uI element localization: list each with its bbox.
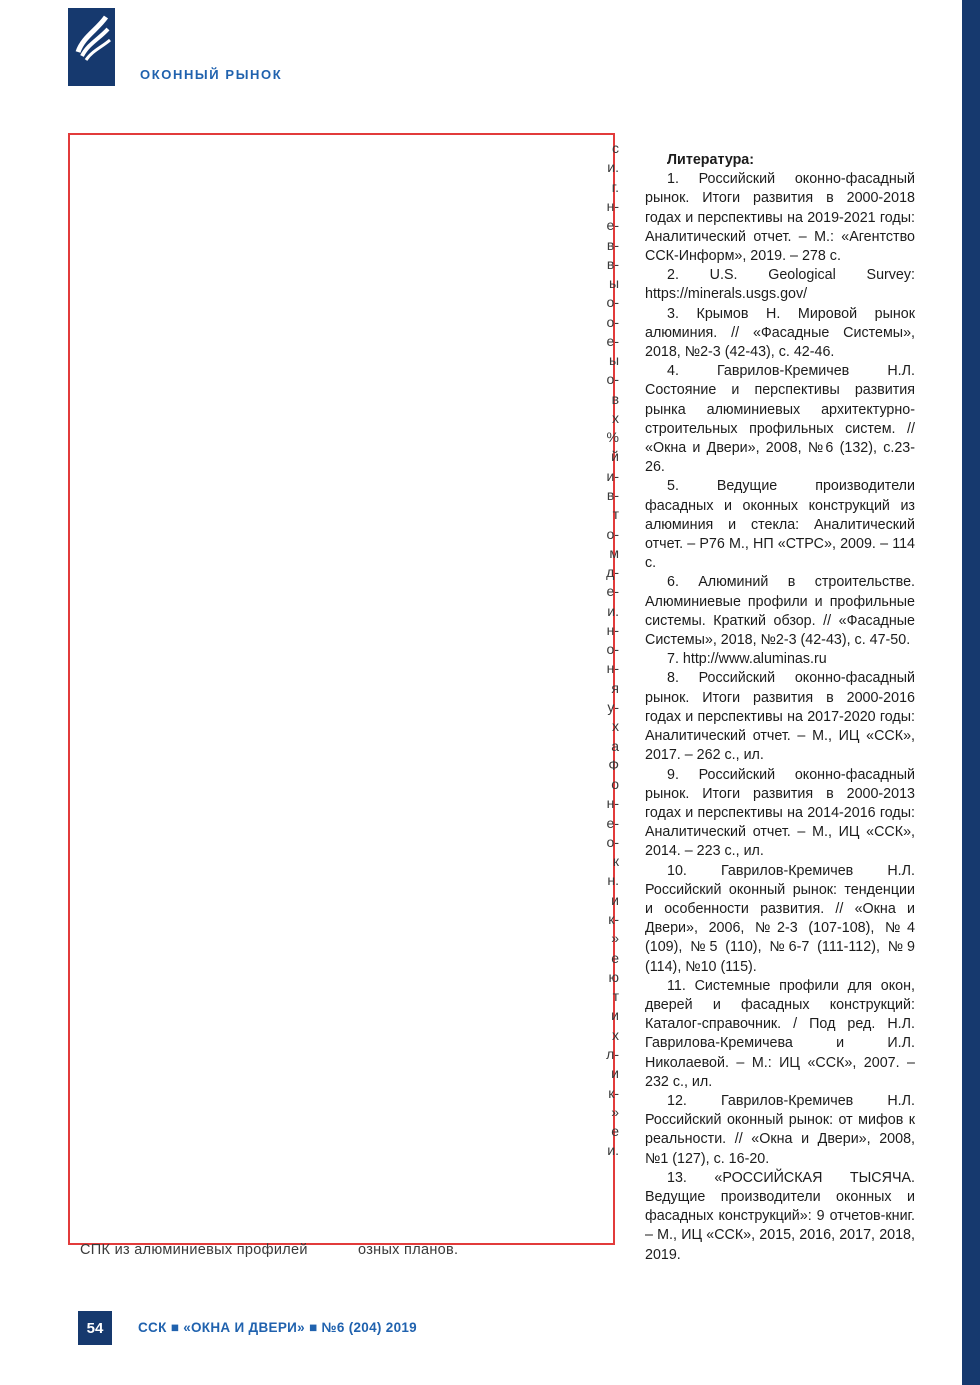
- publisher-logo: [68, 8, 115, 86]
- reference-item: 13. «РОССИЙСКАЯ ТЫСЯЧА. Ведущие производители оконных и фасадных конструкций»: 9 отчетов-книг. – М., ИЦ «ССК», 2015, 2016, 2017, 2018, 2019.: [645, 1169, 915, 1263]
- redaction-annotation-box: [68, 133, 615, 1245]
- clipped-text-fragment: о-: [606, 314, 619, 330]
- reference-item: 11. Системные профили для окон, дверей и фасадных конструкций: Каталог-справочник. / Под ред. Н.Л. Гаврилова-Кремичева и И.Л. Николаевой. – М.: ИЦ «ССК», 2007. – 232 с., ил.: [645, 977, 915, 1090]
- clipped-text-fragment: х: [612, 718, 619, 734]
- journal-footer-line: ССК ■ «ОКНА И ДВЕРИ» ■ №6 (204) 2019: [138, 1320, 417, 1335]
- clipped-text-fragment: н-: [606, 622, 619, 638]
- clipped-text-fragment: о: [611, 776, 619, 792]
- clipped-text-fragment: н-: [606, 198, 619, 214]
- clipped-text-fragment: о-: [606, 371, 619, 387]
- clipped-text-fragment: о-: [606, 834, 619, 850]
- clipped-text-fragment: и-: [606, 468, 619, 484]
- clipped-text-fragment: в-: [606, 256, 619, 272]
- clipped-text-fragment: и.: [607, 603, 619, 619]
- clipped-text-fragment: л-: [606, 1046, 619, 1062]
- clipped-text-fragment: х: [612, 410, 619, 426]
- clipped-line-right: озных планов.: [358, 1242, 459, 1258]
- clipped-text-fragment: м: [609, 545, 619, 561]
- clipped-text-fragment: к-: [608, 911, 619, 927]
- clipped-text-fragment: т: [612, 988, 619, 1004]
- clipped-text-fragment: е: [611, 1123, 619, 1139]
- clipped-text-fragment: в-: [606, 487, 619, 503]
- clipped-text-fragment: к-: [608, 1085, 619, 1101]
- reference-item: 3. Крымов Н. Мировой рынок алюминия. // «Фасадные Системы», 2018, №2-3 (42-43), с. 42-46.: [645, 305, 915, 361]
- page-number-badge: 54: [78, 1311, 112, 1345]
- clipped-text-fragment: и: [611, 1007, 619, 1023]
- clipped-text-fragment: о-: [606, 641, 619, 657]
- reference-item: 4. Гаврилов-Кремичев Н.Л. Состояние и перспективы развития рынка алюминиевых архитектурно-строительных профильных систем. // «Окна и Двери», 2008, №6 (132), с.23-26.: [645, 363, 915, 476]
- clipped-text-fragment: т: [612, 506, 619, 522]
- clipped-text-column: [594, 0, 622, 1385]
- clipped-text-fragment: е-: [606, 333, 619, 349]
- references-column: [645, 151, 915, 1265]
- reference-item: 7. http://www.aluminas.ru: [667, 651, 827, 668]
- clipped-text-fragment: с: [612, 140, 619, 156]
- section-title: ОКОННЫЙ РЫНОК: [140, 67, 283, 82]
- references-heading: Литература:: [667, 152, 755, 168]
- clipped-text-fragment: и: [611, 892, 619, 908]
- reference-item: 8. Российский оконно-фасадный рынок. Итоги развития в 2000-2016 годах и перспективы на 2017-2020 годы: Аналитический отчет. – М., ИЦ «ССК», 2017. – 262 с., ил.: [645, 670, 915, 764]
- clipped-text-fragment: ю: [608, 969, 619, 985]
- clipped-text-fragment: ы: [608, 352, 619, 368]
- reference-item: 12. Гаврилов-Кремичев Н.Л. Российский оконный рынок: от мифов к реальности. // «Окна и Двери», 2008, №1 (127), с. 16-20.: [645, 1092, 915, 1167]
- clipped-text-fragment: н-: [606, 795, 619, 811]
- logo-swoosh-icon: [68, 8, 115, 86]
- reference-item: 10. Гаврилов-Кремичев Н.Л. Российский оконный рынок: тенденции и особенности развития. // «Окна и Двери», 2006, №2-3 (107-108), №4 (109), №5 (110), №6-7 (111-112), №9 (114), №10 (115).: [645, 862, 915, 975]
- clipped-text-fragment: о-: [606, 294, 619, 310]
- clipped-text-fragment: й: [611, 448, 619, 464]
- clipped-text-fragment: г.: [611, 179, 619, 195]
- reference-item: 1. Российский оконно-фасадный рынок. Итоги развития в 2000-2018 годах и перспективы на 2019-2021 годы: Аналитический отчет. – М.: «Агентство ССК-Информ», 2019. – 278 с.: [645, 171, 915, 265]
- clipped-line-left: СПК из алюминиевых профилей: [80, 1242, 308, 1258]
- clipped-text-fragment: е: [611, 950, 619, 966]
- clipped-text-fragment: к: [612, 853, 619, 869]
- clipped-text-fragment: х: [612, 1027, 619, 1043]
- clipped-text-fragment: е-: [606, 583, 619, 599]
- clipped-text-fragment: е-: [606, 815, 619, 831]
- clipped-text-fragment: Ф: [608, 757, 619, 773]
- clipped-text-fragment: е-: [606, 217, 619, 233]
- clipped-text-fragment: и: [611, 1065, 619, 1081]
- clipped-text-fragment: у-: [607, 699, 619, 715]
- clipped-text-fragment: и.: [607, 1142, 619, 1158]
- clipped-text-fragment: н.: [607, 872, 619, 888]
- reference-item: 9. Российский оконно-фасадный рынок. Итоги развития в 2000-2013 годах и перспективы на 2014-2016 годы: Аналитический отчет. – М., ИЦ «ССК», 2014. – 223 с., ил.: [645, 766, 915, 860]
- clipped-text-fragment: в: [611, 391, 619, 407]
- page-edge-bar: [962, 0, 980, 1385]
- clipped-text-fragment: я: [611, 680, 619, 696]
- clipped-text-fragment: »: [611, 1104, 619, 1120]
- clipped-text-fragment: ы: [608, 275, 619, 291]
- clipped-text-fragment: а: [611, 738, 619, 754]
- clipped-text-fragment: н-: [606, 660, 619, 676]
- clipped-text-fragment: в-: [606, 237, 619, 253]
- clipped-text-fragment: %: [606, 429, 619, 445]
- reference-item: 5. Ведущие производители фасадных и оконных конструкций из алюминия и стекла: Аналитический отчет. – Р76 М., НП «СТРС», 2009. – 114 с.: [645, 478, 915, 572]
- reference-item: 2. U.S. Geological Survey: https://minerals.usgs.gov/: [645, 267, 915, 303]
- clipped-text-fragment: »: [611, 930, 619, 946]
- clipped-text-fragment: о-: [606, 526, 619, 542]
- reference-item: 6. Алюминий в строительстве. Алюминиевые профили и профильные системы. Краткий обзор. // «Фасадные Системы», 2018, №2-3 (42-43), с. 47-50.: [645, 574, 915, 649]
- clipped-text-fragment: д-: [606, 564, 619, 580]
- clipped-text-fragment: и.: [607, 159, 619, 175]
